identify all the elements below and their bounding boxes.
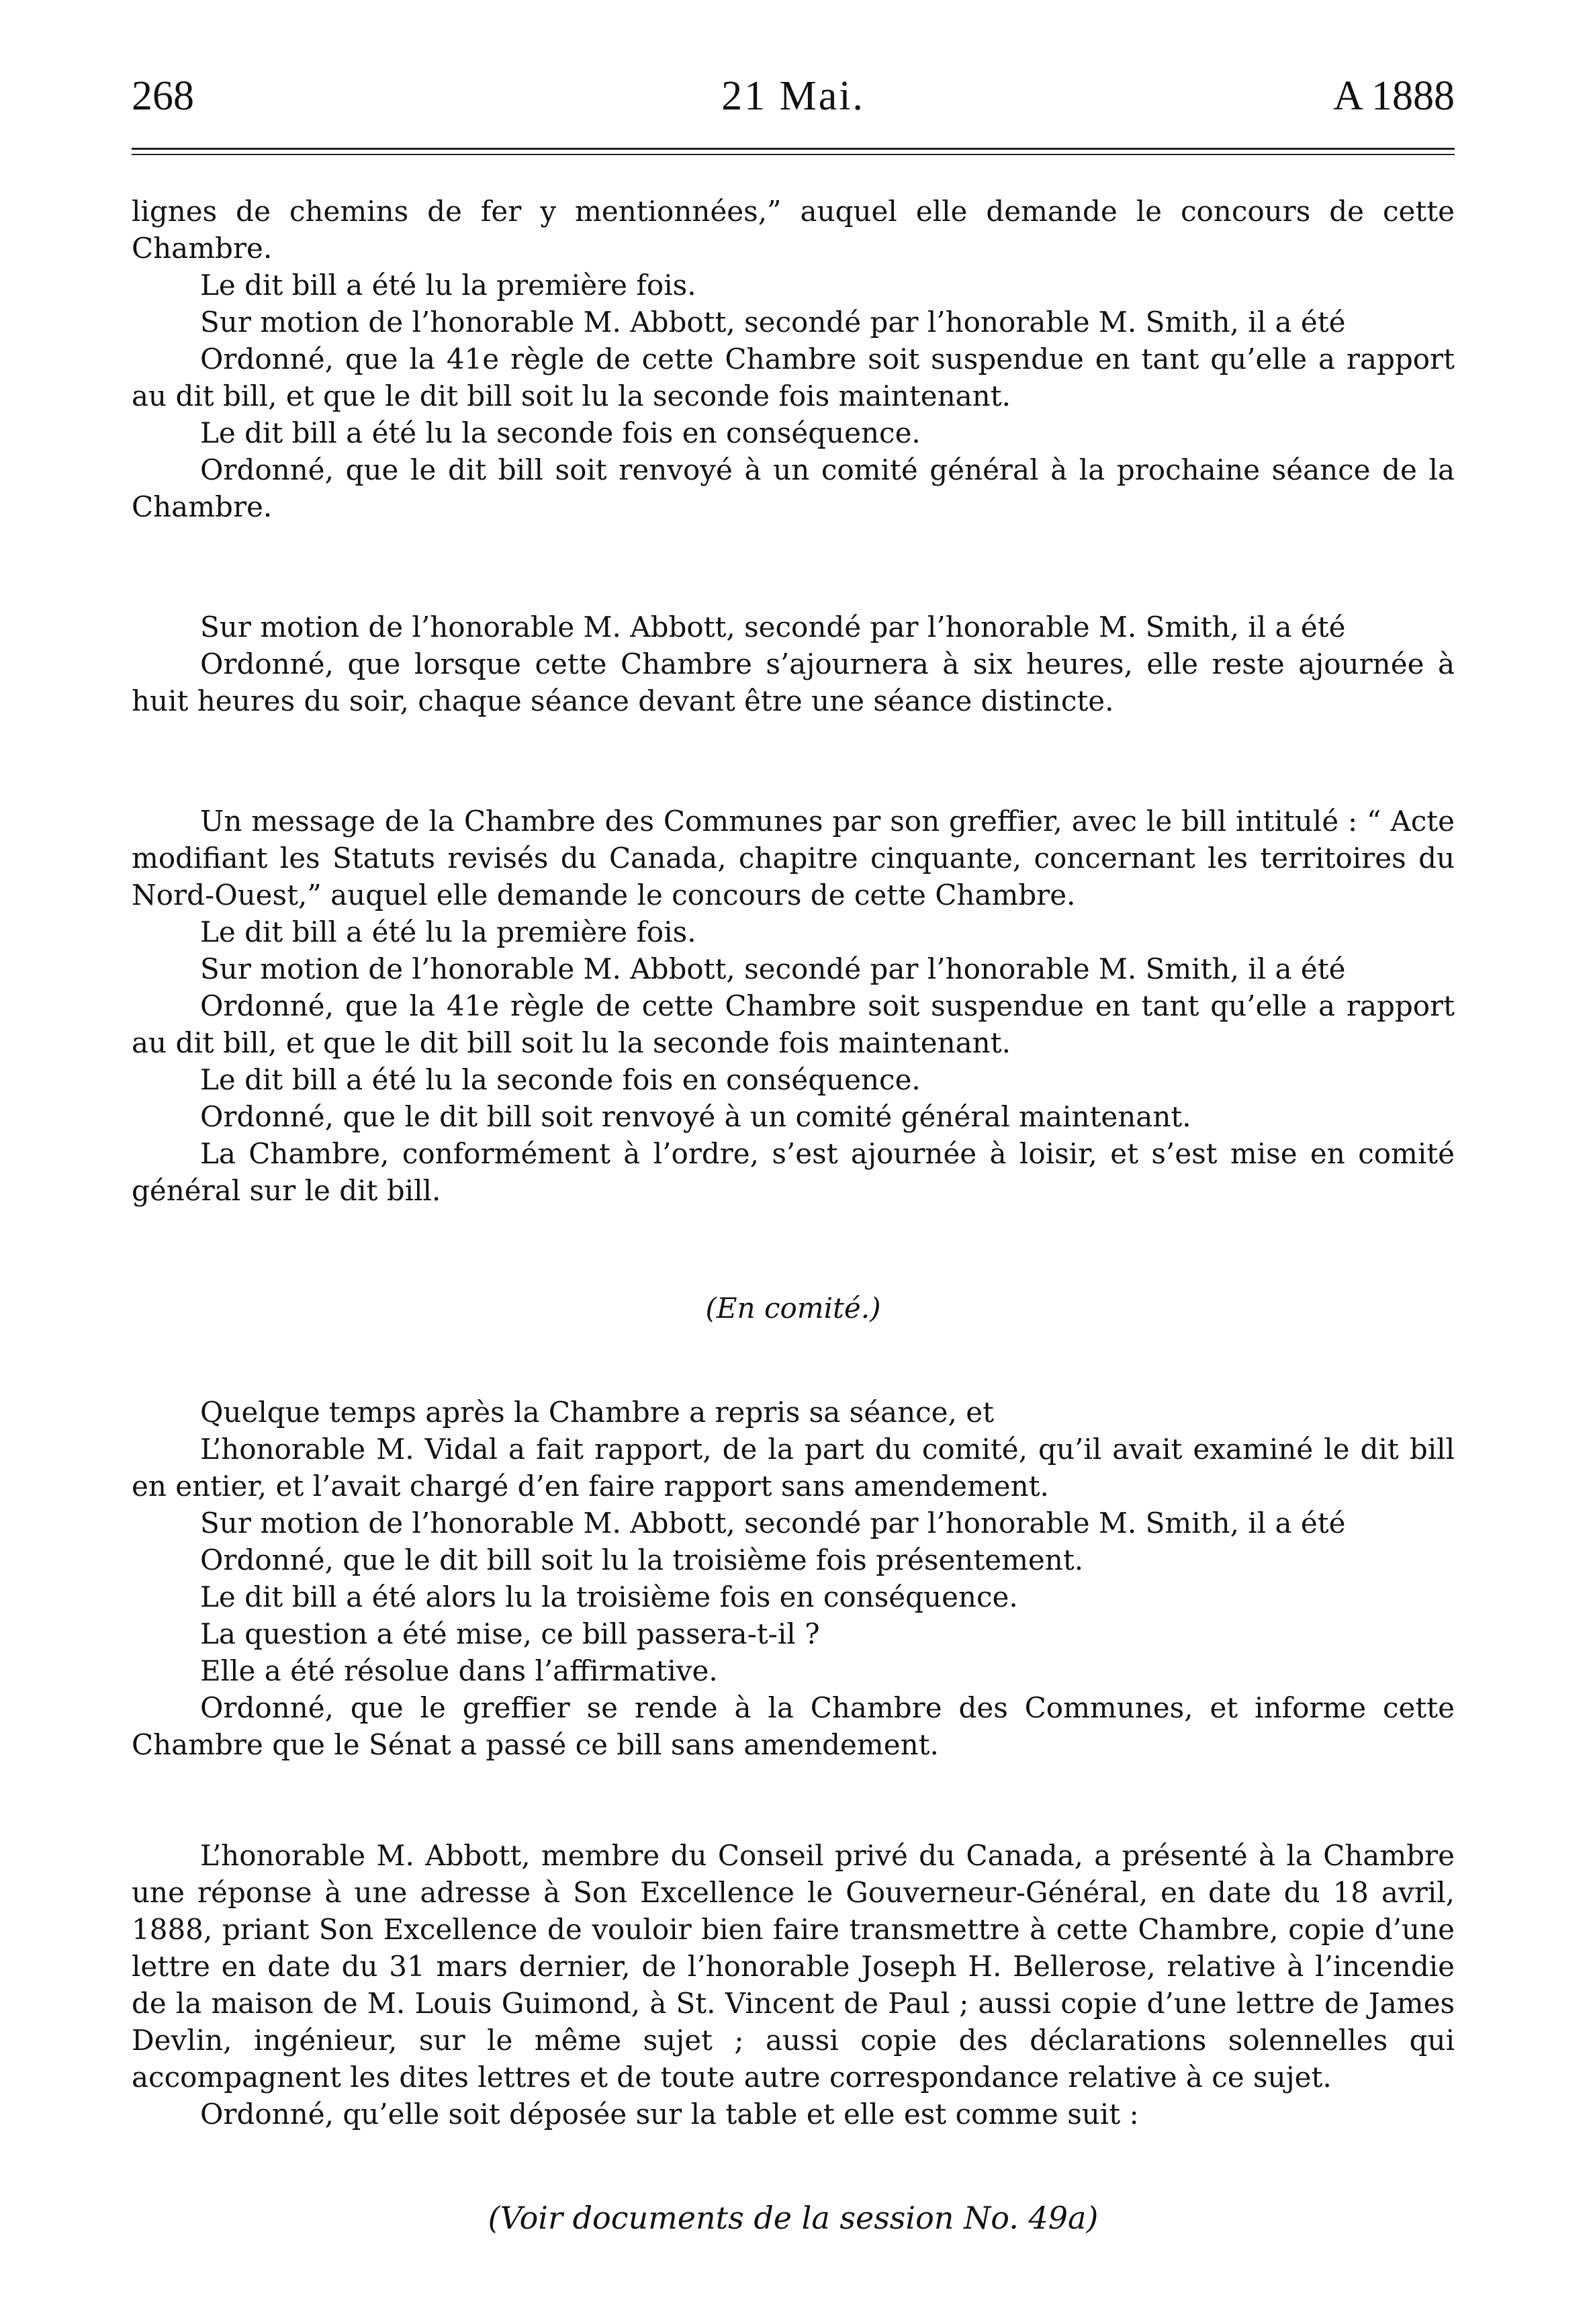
paragraph: Elle a été résolue dans l’affirmative. — [200, 1654, 718, 1687]
paragraph: lignes de chemins de fer y mentionnées,” auquel elle demande le concours de cette Chambre. — [132, 195, 1455, 265]
paragraph: Ordonné, que lorsque cette Chambre s’ajournera à six heures, elle reste ajournée à huit heures du soir, chaque séance devant être une séance distincte. — [132, 647, 1455, 717]
header-year: A 1888 — [1333, 73, 1455, 119]
paragraph: Sur motion de l’honorable M. Abbott, secondé par l’honorable M. Smith, il a été — [200, 306, 1346, 339]
page-number: 268 — [132, 73, 194, 119]
paragraph: Quelque temps après la Chambre a repris sa séance, et — [200, 1396, 994, 1429]
section-gap — [132, 525, 1455, 609]
journal-body — [132, 193, 1455, 2237]
paragraph: Ordonné, que la 41e règle de cette Chambre soit suspendue en tant qu’elle a rapport au dit bill, et que le dit bill soit lu la seconde fois maintenant. — [132, 343, 1455, 412]
document-page — [132, 67, 1455, 2237]
paragraph: Ordonné, que la 41e règle de cette Chambre soit suspendue en tant qu’elle a rapport au dit bill, et que le dit bill soit lu la seconde fois maintenant. — [132, 989, 1455, 1059]
paragraph: Sur motion de l’honorable M. Abbott, secondé par l’honorable M. Smith, il a été — [200, 1507, 1346, 1539]
section-gap — [132, 1763, 1455, 1837]
page-header — [132, 67, 1455, 128]
committee-heading: (En comité.) — [705, 1292, 881, 1325]
paragraph: L’honorable M. Vidal a fait rapport, de la part du comité, qu’il avait examiné le dit bill en entier, et l’avait chargé d’en faire rapport sans amendement. — [132, 1433, 1455, 1503]
documents-reference: (Voir documents de la session No. 49a) — [488, 2200, 1099, 2236]
paragraph: Le dit bill a été lu la seconde fois en conséquence. — [200, 416, 921, 449]
paragraph: Ordonné, que le dit bill soit lu la troisième fois présentement. — [200, 1544, 1084, 1576]
paragraph: Ordonné, qu’elle soit déposée sur la table et elle est comme suit : — [200, 2098, 1139, 2131]
section-gap — [132, 719, 1455, 803]
paragraph: Ordonné, que le dit bill soit renvoyé à un comité général maintenant. — [200, 1100, 1191, 1133]
paragraph: Sur motion de l’honorable M. Abbott, secondé par l’honorable M. Smith, il a été — [200, 611, 1346, 643]
paragraph: Le dit bill a été alors lu la troisième fois en conséquence. — [200, 1580, 1018, 1613]
paragraph: La question a été mise, ce bill passera-t-il ? — [200, 1617, 820, 1650]
paragraph: L’honorable M. Abbott, membre du Conseil privé du Canada, a présenté à la Chambre une réponse à une adresse à Son Excellence le Gouverneur-Général, en date du 18 avril, 1888, priant Son Excellence de vouloir bien faire transmettre à cette Chambre, copie d’une lettre en date du 31 mars dernier, de l’honorable Joseph H. Bellerose, relative à l’incendie de la maison de M. Louis Guimond, à St. Vincent de Paul ; aussi copie d’une lettre de James Devlin, ingénieur, sur le même sujet ; aussi copie des déclarations solennelles qui accompagnent les dites lettres et de toute autre correspondance relative à ce sujet. — [132, 1839, 1455, 2094]
paragraph: Sur motion de l’honorable M. Abbott, secondé par l’honorable M. Smith, il a été — [200, 952, 1346, 985]
header-rule — [132, 148, 1455, 155]
paragraph: La Chambre, conformément à l’ordre, s’est ajournée à loisir, et s’est mise en comité général sur le dit bill. — [132, 1137, 1455, 1207]
paragraph: Ordonné, que le greffier se rende à la Chambre des Communes, et informe cette Chambre que le Sénat a passé ce bill sans amendement. — [132, 1691, 1455, 1761]
paragraph: Le dit bill a été lu la seconde fois en conséquence. — [200, 1063, 921, 1096]
paragraph: Le dit bill a été lu la première fois. — [200, 915, 696, 948]
paragraph: Le dit bill a été lu la première fois. — [200, 269, 696, 302]
header-date: 21 Mai. — [721, 73, 865, 119]
paragraph: Un message de la Chambre des Communes par son greffier, avec le bill intitulé : “ Acte modifiant les Statuts revisés du Canada, chapitre cinquante, concernant les territoires du Nord-Ouest,” auquel elle demande le concours de cette Chambre. — [132, 805, 1455, 911]
paragraph: Ordonné, que le dit bill soit renvoyé à un comité général à la prochaine séance de la Chambre. — [132, 453, 1455, 523]
